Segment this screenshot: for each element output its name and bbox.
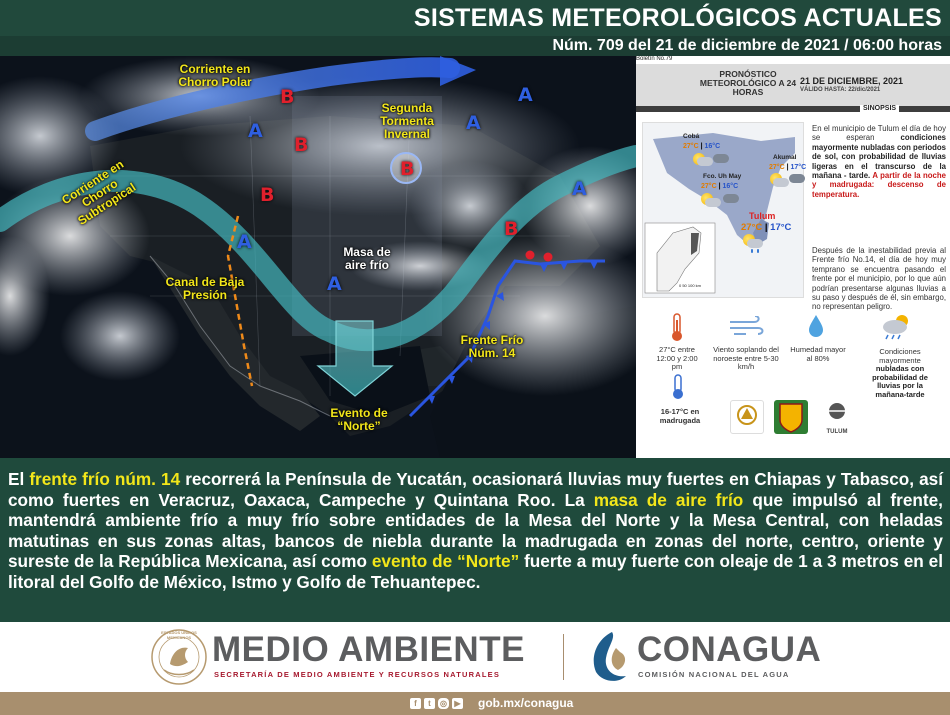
city-akumal: Akumal xyxy=(773,154,797,161)
desc-part-3: que impulsó al frente, mantendrá ambiente frío a muy frío sobre entidades de la Mesa del Norte y la Mesa Central, con heladas matutinas en sus zonas altas, bancos de niebla durante la madrugada en zonas del norte, centro, oriente y sureste de la República Mexicana, así como xyxy=(8,489,943,572)
temp-coba: 27°C | 16°C xyxy=(683,143,721,150)
city-tulum: Tulum xyxy=(749,211,776,221)
temp-high: 27°C xyxy=(741,222,763,233)
youtube-icon[interactable]: ▶ xyxy=(452,698,463,709)
second-storm-label: Segunda Tormenta Invernal xyxy=(380,101,434,141)
conditions-text-b: nubladas con probabilidad de lluvias por la mañana-tarde xyxy=(872,364,928,399)
city-coba: Cobá xyxy=(683,133,700,140)
synopsis-intro: En el municipio de Tulum el día de hoy se esperan xyxy=(812,124,946,143)
satellite-map xyxy=(0,56,636,458)
synopsis-temperature-drop: A partir de la noche y madrugada: descenso de temperatura. xyxy=(812,171,946,199)
synopsis-text-2: Después de la inestabilidad previa al Frente frío No.14, el día de hoy muy temprano se encuentra pasando el frente por el municipio, por lo que aún podrían presentarse algunas lluvias a su paso y después de él, sin embargo, no representan peligro. xyxy=(812,246,946,312)
thermometer-cold-icon xyxy=(670,374,686,400)
temp-tulum: 27°C | 17°C xyxy=(741,222,792,233)
polar-jet-label: Corriente en Chorro Polar xyxy=(178,62,252,89)
thermometer-hot-icon xyxy=(666,312,688,342)
humidity-text: Humedad mayor al 80% xyxy=(790,345,846,363)
seal-text: ESTADOS UNIDOS MEXICANOS xyxy=(161,630,197,640)
highlight-cold-front: frente frío núm. 14 xyxy=(29,469,181,489)
tulum-logo-text: TULUM xyxy=(826,429,848,435)
cloudy-rain-icon xyxy=(880,312,914,340)
cloud-icon xyxy=(773,178,789,187)
social-bar xyxy=(0,692,950,715)
high-pressure-marker: A xyxy=(248,120,263,142)
cloud-icon xyxy=(747,239,763,248)
high-pressure-marker: A xyxy=(237,231,252,253)
bulletin-header xyxy=(636,64,950,106)
satellite-map-graphic xyxy=(0,56,636,458)
cold-front-label: Frente Frío Núm. 14 xyxy=(460,333,524,360)
bulletin-number: Boletín No.79 xyxy=(636,56,673,62)
norte-event-label: Evento de “Norte” xyxy=(330,406,388,433)
low-pressure-marker: B xyxy=(400,158,415,180)
footer-divider xyxy=(563,634,564,680)
low-pressure-channel-label: Canal de Baja Presión xyxy=(165,275,245,302)
footer-logos xyxy=(0,622,950,692)
low-pressure-marker: B xyxy=(280,86,295,108)
temp-low: 16°C xyxy=(704,143,721,150)
desc-part-2: recorrerá la Península de Yucatán, ocasionará lluvias muy fuertes en Chiapas y Tabasco, así como fuertes en Veracruz, Oaxaca, Campeche y Quintana Roo. La xyxy=(8,469,944,510)
high-pressure-marker: A xyxy=(327,273,342,295)
municipality-map-graphic xyxy=(643,123,803,297)
protection-civil-logo xyxy=(730,400,764,434)
rain-cloud-icon xyxy=(789,174,805,183)
cold-air-mass-label: Masa de aire frío xyxy=(343,245,391,272)
cloud-icon xyxy=(705,198,721,207)
desc-part-4: fuerte a muy fuerte con oleaje de 1 a 3 metros en el litoral del Golfo de México, Istmo y Golfo de Tehuantepec. xyxy=(8,551,943,592)
conditions-text xyxy=(862,348,938,399)
low-pressure-marker: B xyxy=(260,184,275,206)
forecast-title: PRONÓSTICO METEOROLÓGICO A 24 HORAS xyxy=(699,69,797,97)
rain-drop xyxy=(751,249,753,253)
desc-part-1: El xyxy=(8,469,30,489)
facebook-icon[interactable]: f xyxy=(410,698,421,709)
twitter-icon[interactable]: t xyxy=(424,698,435,709)
wind-text: Viento soplando del noroeste entre 5-30 km/h xyxy=(713,345,779,371)
high-pressure-marker: A xyxy=(518,84,533,106)
highlight-cold-air-mass: masa de aire frío xyxy=(593,489,744,510)
synopsis-text xyxy=(812,124,946,199)
instagram-icon[interactable]: ◎ xyxy=(438,698,449,709)
social-url-link[interactable]: gob.mx/conagua xyxy=(478,696,574,710)
forecast-date: 21 DE DICIEMBRE, 2021 xyxy=(800,76,904,86)
temp-day-text: 27°C entre 12:00 y 2:00 pm xyxy=(656,345,698,371)
page-subtitle: Núm. 709 del 21 de diciembre de 2021 / 06:00 horas xyxy=(0,36,950,56)
page-title: SISTEMAS METEOROLÓGICOS ACTUALES xyxy=(0,0,950,36)
high-pressure-marker: A xyxy=(466,112,481,134)
temp-low: 16°C xyxy=(722,183,739,190)
high-pressure-marker: A xyxy=(572,178,587,200)
header-band xyxy=(636,106,950,112)
conagua-logo-icon xyxy=(584,628,634,686)
conagua-subtitle: COMISIÓN NACIONAL DEL AGUA xyxy=(638,670,790,679)
valid-until: VÁLIDO HASTA: 22/dic/2021 xyxy=(800,87,881,93)
cloud-icon xyxy=(697,157,713,166)
temp-low: 17°C xyxy=(790,164,807,171)
low-pressure-marker: B xyxy=(504,218,519,240)
subtropical-jet-label: Corriente en Chorro Subtropical xyxy=(59,157,139,228)
highlight-norte-event: evento de “Norte” xyxy=(371,551,520,572)
medio-ambiente-title: MEDIO AMBIENTE xyxy=(212,630,525,669)
tulum-forecast-map xyxy=(642,122,807,298)
humidity-drop-icon xyxy=(808,314,824,338)
city-fco-uh-may: Fco. Uh May xyxy=(703,173,742,180)
rain-cloud-icon xyxy=(723,194,739,203)
temp-night-text: 16-17°C en madrugada xyxy=(659,407,701,425)
synopsis-conditions: condiciones mayormente nubladas con periodos de sol, con probabilidad de lluvias ligeras en el transcurso de la mañana - tarde. xyxy=(812,133,946,181)
temp-high: 27°C xyxy=(769,164,785,171)
main-description xyxy=(0,458,950,622)
conagua-title: CONAGUA xyxy=(637,630,822,669)
wind-icon xyxy=(728,316,764,338)
temp-high: 27°C xyxy=(683,143,699,150)
tulum-logo xyxy=(820,400,854,434)
rain-cloud-icon xyxy=(713,154,729,163)
semarnat-subtitle: SECRETARÍA DE MEDIO AMBIENTE Y RECURSOS NATURALES xyxy=(214,670,501,679)
temp-high: 27°C xyxy=(701,183,717,190)
conditions-text-a: Condiciones mayormente xyxy=(879,347,921,365)
temp-fco-uh-may: 27°C | 16°C xyxy=(701,183,739,190)
map-scale: 0 50 100 km xyxy=(679,283,702,288)
low-pressure-marker: B xyxy=(294,134,309,156)
tulum-bulletin xyxy=(636,56,950,458)
temp-akumal: 27°C | 17°C xyxy=(769,164,807,171)
synopsis-label: SINOPSIS xyxy=(860,105,899,112)
municipal-coat-of-arms xyxy=(774,400,808,434)
temp-low: 17°C xyxy=(770,222,792,233)
rain-drop xyxy=(757,249,759,253)
